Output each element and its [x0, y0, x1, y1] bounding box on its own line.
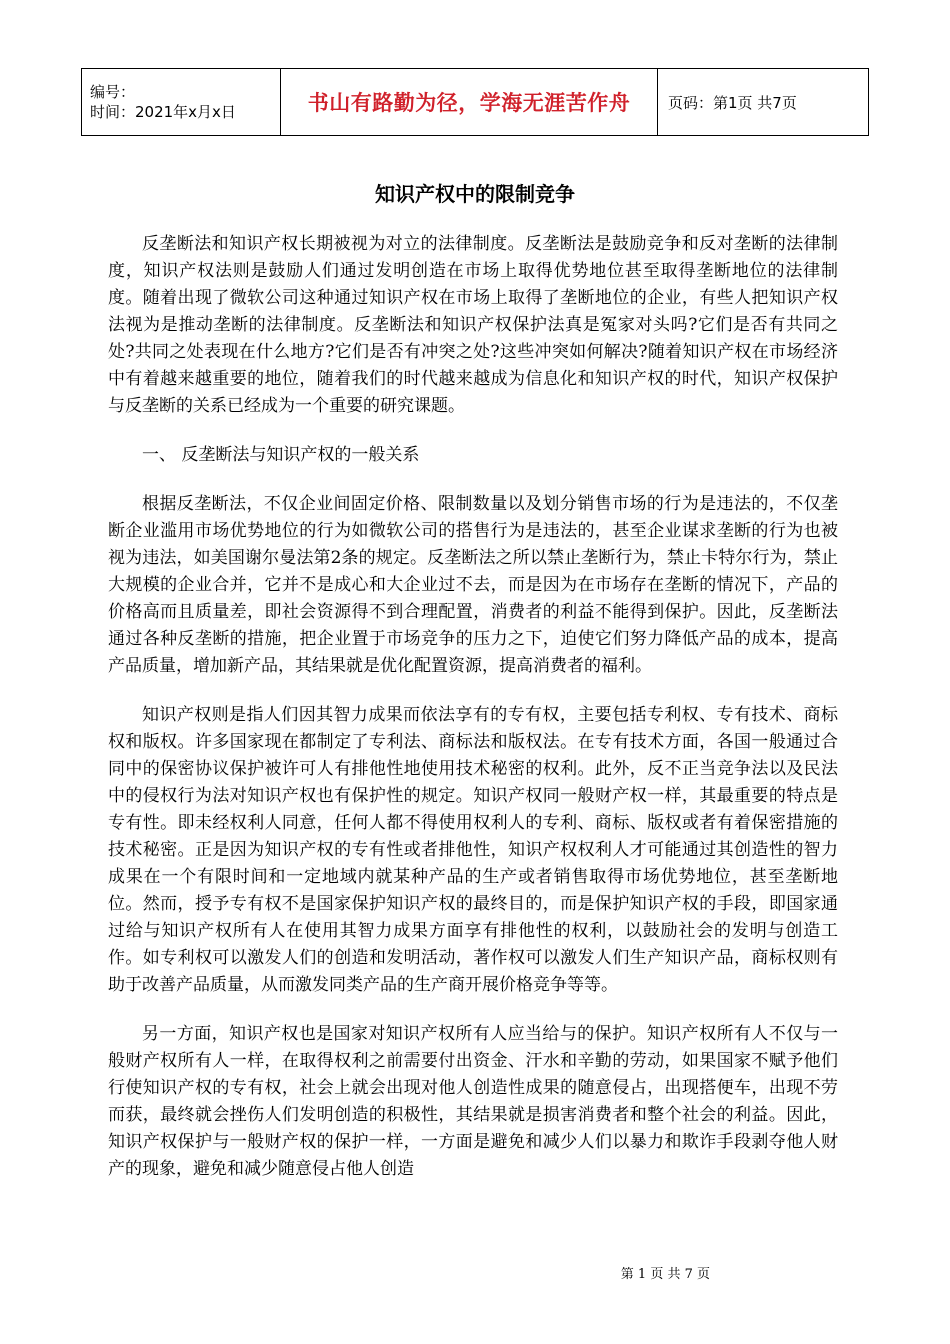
body-paragraph: 另一方面，知识产权也是国家对知识产权所有人应当给与的保护。知识产权所有人不仅与一般财产权所有人一样，在取得权利之前需要付出资金、汗水和辛勤的劳动，如果国家不赋予他们行使知识产权的专有权，社会上就会出现对他人创造性成果的随意侵占，出现搭便车，出现不劳而获，最终就会挫伤人们发明创造的积极性，其结果就是损害消费者和整个社会的利益。因此，知识产权保护与一般财产权的保护一样，一方面是避免和减少人们以暴力和欺诈手段剥夺他人财产的现象，避免和减少随意侵占他人创造 [108, 1024, 838, 1179]
section-heading: 一、 反垄断法与知识产权的一般关系 [142, 445, 420, 465]
footer-page-number: 第 1 页 共 7 页 [620, 1267, 710, 1282]
header-motto: 书山有路勤为径，学海无涯苦作舟 [281, 69, 658, 136]
document-body [108, 231, 838, 1205]
body-paragraph: 反垄断法和知识产权长期被视为对立的法律制度。反垄断法是鼓励竞争和反对垄断的法律制度，知识产权法则是鼓励人们通过发明创造在市场上取得优势地位甚至取得垄断地位的法律制度。随着出现了微软公司这种通过知识产权在市场上取得了垄断地位的企业，有些人把知识产权法视为是推动垄断的法律制度。反垄断法和知识产权保护法真是冤家对头吗?它们是否有共同之处?共同之处表现在什么地方?它们是否有冲突之处?这些冲突如何解决?随着知识产权在市场经济中有着越来越重要的地位，随着我们的时代越来越成为信息化和知识产权的时代，知识产权保护与反垄断的关系已经成为一个重要的研究课题。 [108, 234, 838, 416]
header-page-info: 页码：第1页 共7页 [658, 69, 869, 136]
body-paragraph: 知识产权则是指人们因其智力成果而依法享有的专有权，主要包括专利权、专有技术、商标权和版权。许多国家现在都制定了专利法、商标法和版权法。在专有技术方面，各国一般通过合同中的保密协议保护被许可人有排他性地使用技术秘密的权利。此外，反不正当竞争法以及民法中的侵权行为法对知识产权也有保护性的规定。知识产权同一般财产权一样，其最重要的特点是专有性。即未经权利人同意，任何人都不得使用权利人的专利、商标、版权或者有着保密措施的技术秘密。正是因为知识产权的专有性或者排他性，知识产权权利人才可能通过其创造性的智力成果在一个有限时间和一定地域内就某种产品的生产或者销售取得市场优势地位，甚至垄断地位。然而，授予专有权不是国家保护知识产权的最终目的，而是保护知识产权的手段，即国家通过给与知识产权所有人在使用其智力成果方面享有排他性的权利，以鼓励社会的发明与创造工作。如专利权可以激发人们的创造和发明活动，著作权可以激发人们生产知识产品，商标权则有助于改善产品质量，从而激发同类产品的生产商开展价格竞争等等。 [108, 705, 838, 995]
header-meta-cell [82, 69, 281, 136]
document-number-label: 编号： [90, 83, 136, 101]
body-paragraph: 根据反垄断法，不仅企业间固定价格、限制数量以及划分销售市场的行为是违法的，不仅垄断企业滥用市场优势地位的行为如微软公司的搭售行为是违法的，甚至企业谋求垄断的行为也被视为违法，如美国谢尔曼法第2条的规定。反垄断法之所以禁止垄断行为，禁止卡特尔行为，禁止大规模的企业合并，它并不是成心和大企业过不去，而是因为在市场存在垄断的情况下，产品的价格高而且质量差，即社会资源得不到合理配置，消费者的利益不能得到保护。因此，反垄断法通过各种反垄断的措施，把企业置于市场竞争的压力之下，迫使它们努力降低产品的成本，提高产品质量，增加新产品，其结果就是优化配置资源，提高消费者的福利。 [108, 494, 838, 676]
page-footer [0, 1263, 950, 1282]
document-time-label: 时间：2021年x月x日 [90, 103, 236, 121]
document-header [81, 68, 869, 136]
document-title: 知识产权中的限制竞争 [375, 182, 575, 206]
